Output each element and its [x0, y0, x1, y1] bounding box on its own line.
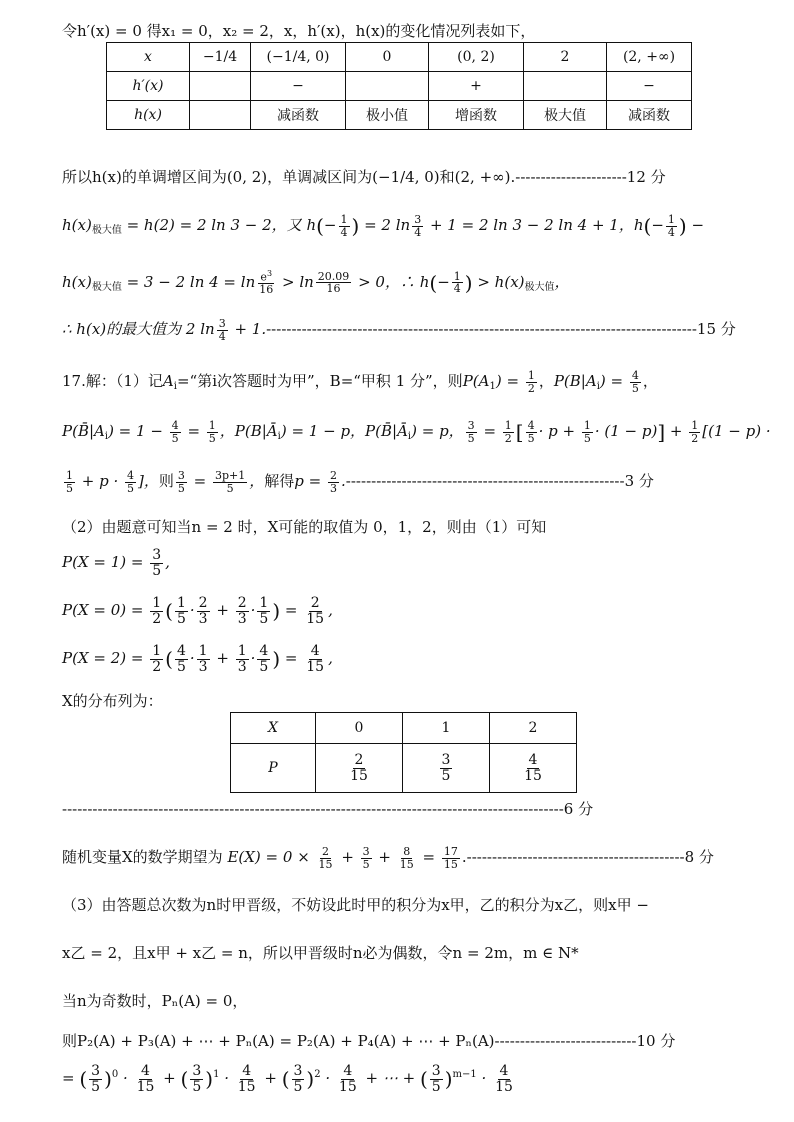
series-line: = ( $\frac{3}{5}$ )$^0$ · $\frac{4}{15}$ + ( $\frac{3}{5}$ )$^1$ · $\frac{4}{15}$ + ( $\frac{3}{5}$ )$^2$ · $\frac{4}{15}$ + ⋯ + ( $\frac{3}{5}$ )$^{m-1}$ · $\frac{4}{15}$: [62, 1063, 513, 1095]
table-row: x −1/4 (−1/4, 0) 0 (0, 2) 2 (2, +∞): [107, 43, 692, 72]
part2-intro: （2）由题意可知当n = 2 时，X可能的取值为 0，1，2，则由（1）可知: [62, 518, 547, 536]
q17-line-1: 17.解：（1）记$A_i=“$第i次答题时为甲”，B=“甲积 1 分”，则$P(A_1)$ = $\frac{1}{2}$ ，$P(B|A_i)$ = $\frac{4}{5}$ ，: [62, 369, 658, 395]
distribution-table: [230, 712, 577, 793]
table-row: h′(x) − + −: [107, 72, 692, 101]
intro-line: 令h′(x) = 0 得x₁ = 0，x₂ = 2，x，h′(x)，h(x)的变化情况列表如下，: [62, 22, 536, 40]
variation-table: [106, 42, 692, 130]
table-row: P $\frac{2}{15}$ $\frac{3}{5}$ $\frac{4}{15}$: [231, 744, 577, 793]
part3-line-1: （3）由答题总次数为n时甲晋级，不妨设此时甲的积分为x甲，乙的积分为x乙，则x甲 −: [62, 896, 649, 914]
hmax-conclusion: ∴ h(x)的最大值为 2 ln $\frac{3}{4}$ + 1.-------------------------------------------------------------------------------------15 分: [62, 317, 736, 343]
hmax-line-1: $h(x)_{极大值} = h(2) = 2$ ln 3 − 2，又 h(− $\frac{1}{4}$ ) = 2 ln $\frac{3}{4}$ + 1 = 2 ln 3 − 2 ln 4 + 1，h(− $\frac{1}{4}$ ) −: [62, 213, 705, 239]
hmax-line-2: $h(x)_{极大值} = 3 - 2$ ln 4 = ln $\frac{e^3}{16}$ > ln $\frac{20.09}{16}$ > 0，∴ h(− $\frac{1}{4}$ ) > $h(x)_{极大值}$，: [62, 269, 570, 297]
monotonic-line: 所以h(x)的单调增区间为(0, 2)，单调减区间为(−1/4, 0)和(2, +∞).----------------------12 分: [62, 168, 666, 186]
expectation-line: 随机变量X的数学期望为 E(X) = 0 × $\frac{2}{15}$ + $\frac{3}{5}$ + $\frac{8}{15}$ = $\frac{17}{15}$ .-------------------------------------------8 分: [62, 845, 714, 871]
table-row: h(x) 减函数 极小值 增函数 极大值 减函数: [107, 101, 692, 130]
px1-line: P(X = 1) = $\frac{3}{5}$ ,: [62, 547, 170, 579]
q17-line-2: $P(B̄|A_i) = 1$ − $\frac{4}{5}$ = $\frac{1}{5}$ ，$P(B|Ā_i) = 1 - p$，$P(B̄|Ā_i) = p$， $\frac{3}{5}$ = $\frac{1}{2}$ [ $\frac{4}{5}$ · p + $\frac{1}{5}$ · (1 − p)] + $\frac{1}{2}$ [(1 − p) ·: [62, 419, 771, 445]
part3-line-2: x乙 = 2，且x甲 + x乙 = n，所以甲晋级时n必为偶数，令n = 2m，m ∈ N*: [62, 944, 579, 962]
dist-label: X的分布列为：: [62, 692, 163, 710]
px0-line: P(X = 0) = $\frac{1}{2}$ ( $\frac{1}{5}$ · $\frac{2}{3}$ + $\frac{2}{3}$ · $\frac{1}{5}$ ) = $\frac{2}{15}$ ,: [62, 595, 333, 627]
divider-score-6: ---------------------------------------------------------------------------------------------------6 分: [62, 800, 594, 818]
table-row: X 0 1 2: [231, 713, 577, 744]
px2-line: P(X = 2) = $\frac{1}{2}$ ( $\frac{4}{5}$ · $\frac{1}{3}$ + $\frac{1}{3}$ · $\frac{4}{5}$ ) = $\frac{4}{15}$ ,: [62, 643, 333, 675]
q17-line-3: $\frac{1}{5}$ + p · $\frac{4}{5}$ ]，则 $\frac{3}{5}$ = $\frac{3p+1}{5}$ ，解得p = $\frac{2}{3}$ .-------------------------------------------------------3 分: [66, 469, 654, 495]
sum-line: 则P₂(A) + P₃(A) + ⋯ + Pₙ(A) = P₂(A) + P₄(A) + ⋯ + Pₙ(A)----------------------------10 分: [62, 1032, 676, 1050]
odd-line: 当n为奇数时，Pₙ(A) = 0，: [62, 992, 248, 1010]
